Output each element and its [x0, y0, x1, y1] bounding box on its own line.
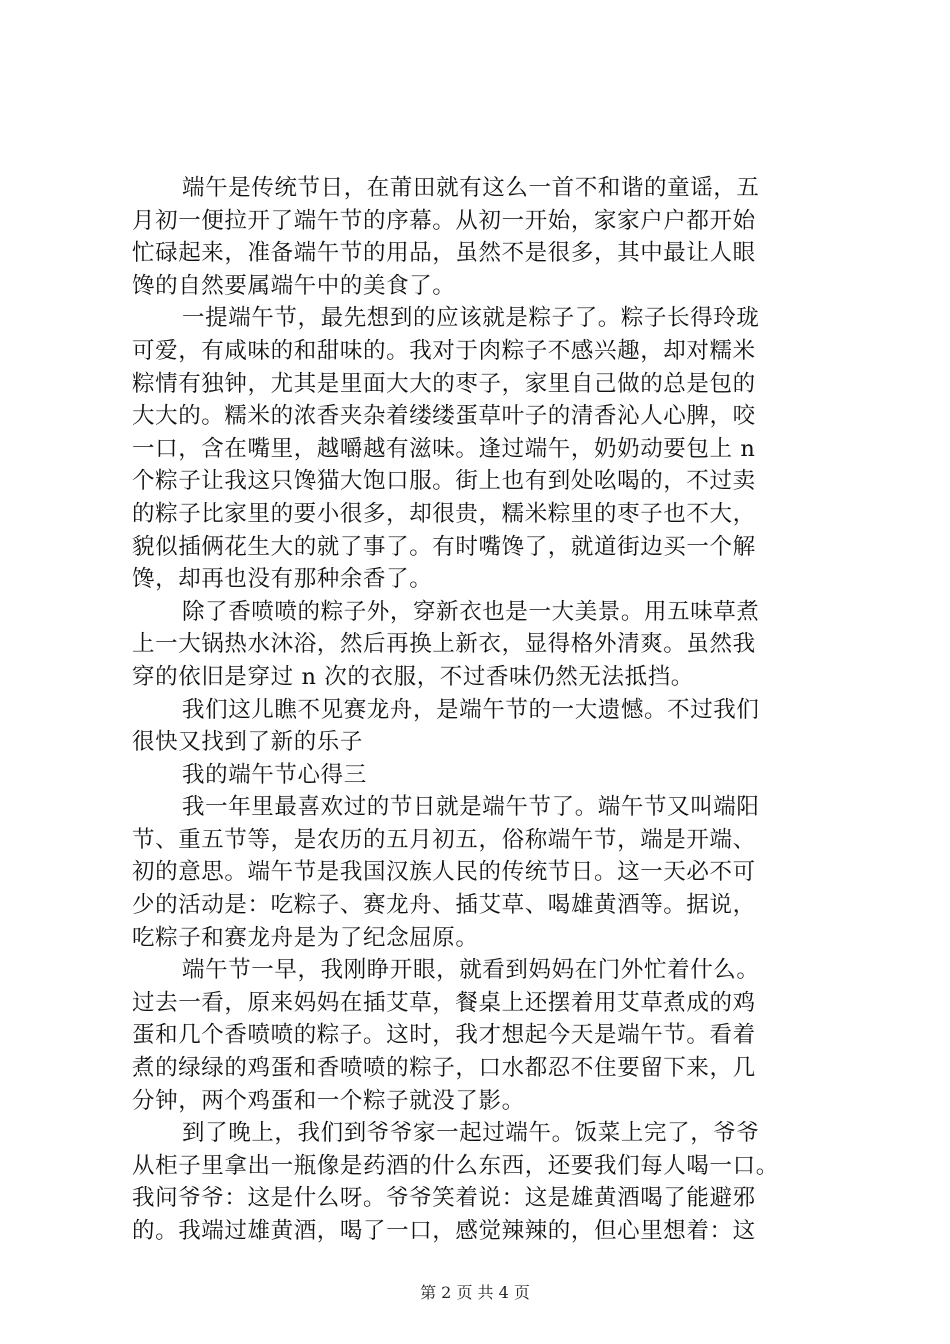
- text-line: 大大的。糯米的浓香夹杂着缕缕蛋草叶子的清香沁人心脾，咬: [132, 403, 756, 430]
- text-line: 一口，含在嘴里，越嚼越有滋味。逢过端午，奶奶动要包上 n: [132, 435, 756, 462]
- text-line: 的粽子比家里的要小很多，却很贵，糯米粽里的枣子也不大，: [132, 500, 756, 527]
- text-line: 端午是传统节日，在莆田就有这么一首不和谐的童谣，五: [182, 175, 760, 201]
- text-line: 月初一便拉开了端午节的序幕。从初一开始，家家户户都开始: [132, 207, 756, 234]
- text-line: 我一年里最喜欢过的节日就是端午节了。端午节又叫端阳: [182, 794, 760, 821]
- text-line: 分钟，两个鸡蛋和一个粽子就没了影。: [132, 1087, 525, 1114]
- text-line: 煮的绿绿的鸡蛋和香喷喷的粽子，口水都忍不住要留下来，几: [132, 1055, 756, 1082]
- text-line: 蛋和几个香喷喷的粽子。这时，我才想起今天是端午节。看着: [132, 1022, 756, 1049]
- text-line: 上一大锅热水沐浴，然后再换上新衣，显得格外清爽。虽然我: [132, 631, 756, 658]
- text-line: 粽情有独钟，尤其是里面大大的枣子，家里自己做的总是包的: [132, 370, 756, 397]
- text-line: 到了晚上，我们到爷爷家一起过端午。饭菜上完了，爷爷: [182, 1120, 760, 1147]
- document-body: [132, 172, 832, 1248]
- text-line: 我的端午节心得三: [182, 761, 367, 788]
- text-line: 貌似插俩花生大的就了事了。有时嘴馋了，就道街边买一个解: [132, 533, 756, 560]
- text-line: 穿的依旧是穿过 n 次的衣服，不过香味仍然无法抵挡。: [132, 663, 694, 690]
- text-line: 节、重五节等，是农历的五月初五，俗称端午节，端是开端、: [132, 826, 756, 853]
- text-line: 忙碌起来，准备端午节的用品，虽然不是很多，其中最让人眼: [132, 240, 756, 267]
- text-line: 馋的自然要属端午中的美食了。: [132, 272, 456, 299]
- text-line: 从柜子里拿出一瓶像是药酒的什么东西，还要我们每人喝一口。: [132, 1152, 779, 1179]
- text-line: 很快又找到了新的乐子: [132, 729, 364, 756]
- text-line: 的。我端过雄黄酒，喝了一口，感觉辣辣的，但心里想着：这: [132, 1218, 756, 1244]
- text-line: 除了香喷喷的粽子外，穿新衣也是一大美景。用五味草煮: [182, 598, 760, 625]
- text-line: 初的意思。端午节是我国汉族人民的传统节日。这一天必不可: [132, 859, 756, 886]
- text-line: 吃粽子和赛龙舟是为了纪念屈原。: [132, 924, 479, 951]
- text-line: 过去一看，原来妈妈在插艾草，餐桌上还摆着用艾草煮成的鸡: [132, 989, 756, 1016]
- text-line: 一提端午节，最先想到的应该就是粽子了。粽子长得玲珑: [182, 305, 760, 332]
- text-line: 个粽子让我这只馋猫大饱口服。街上也有到处吆喝的，不过卖: [132, 468, 756, 495]
- page-footer: 第 2 页 共 4 页: [420, 1283, 530, 1302]
- text-line: 端午节一早，我刚睁开眼，就看到妈妈在门外忙着什么。: [182, 957, 760, 984]
- text-line: 我们这儿瞧不见赛龙舟，是端午节的一大遗憾。不过我们: [182, 696, 760, 723]
- text-line: 可爱，有咸味的和甜味的。我对于肉粽子不感兴趣，却对糯米: [132, 337, 756, 364]
- text-line: 我问爷爷：这是什么呀。爷爷笑着说：这是雄黄酒喝了能避邪: [132, 1185, 756, 1212]
- text-line: 少的活动是：吃粽子、赛龙舟、插艾草、喝雄黄酒等。据说，: [132, 892, 756, 919]
- text-line: 馋，却再也没有那种余香了。: [132, 566, 433, 593]
